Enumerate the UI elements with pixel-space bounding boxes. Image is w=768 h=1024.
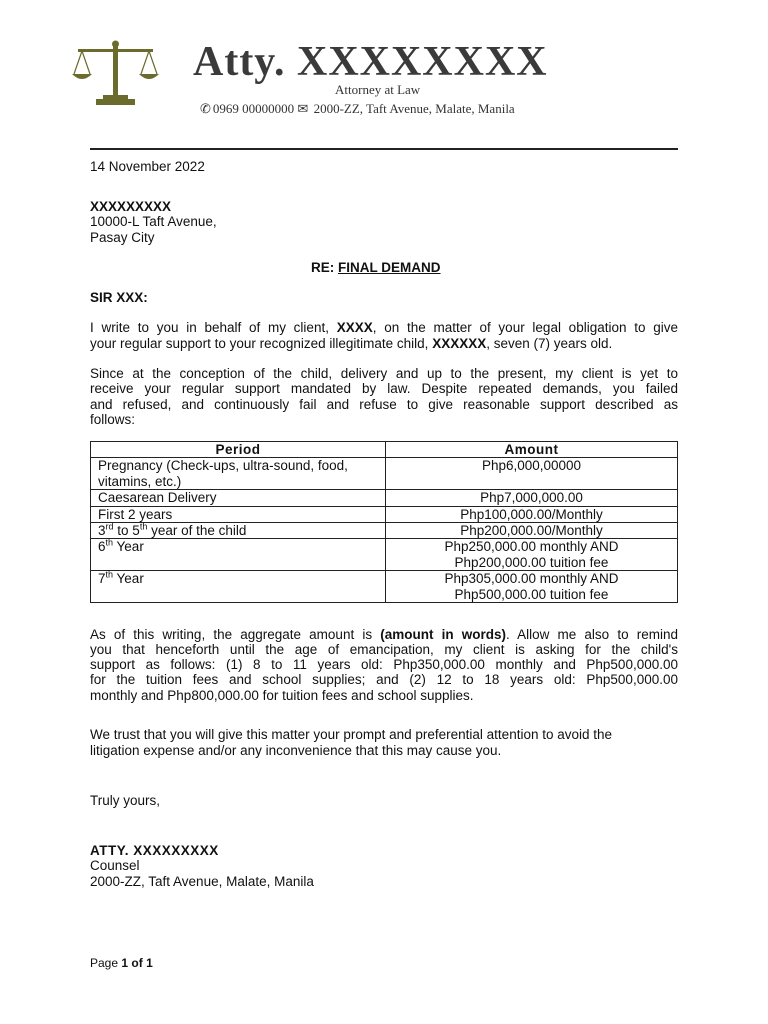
- recipient-address-line2: Pasay City: [90, 230, 155, 245]
- subject-text: FINAL DEMAND: [338, 260, 441, 275]
- text-run: year of the child: [147, 523, 247, 539]
- paragraph-2-line-4: follows:: [90, 412, 136, 427]
- phone-number: 0969 00000000: [212, 101, 295, 116]
- text-run: Php500,000.00 tuition fee: [454, 586, 609, 602]
- phone-icon: ✆: [200, 101, 211, 116]
- page-label: Page: [90, 956, 119, 970]
- text-run: , on the matter of your legal obligation to give: [372, 320, 678, 335]
- paragraph-2-line-1: Since at the conception of the child, delivery and up to the present, my client is yet to: [90, 366, 678, 381]
- attorney-subtitle: Attorney at Law: [335, 82, 421, 97]
- period-cell: Pregnancy (Check-ups, ultra-sound, food, vitamins, etc.): [91, 458, 386, 490]
- period-cell: First 2 years: [91, 506, 386, 522]
- subject-line: [311, 260, 441, 276]
- text-run: to 5: [113, 523, 140, 539]
- table-row: [91, 506, 678, 522]
- paragraph-3-line-4: for the tuition fees and school supplies; and (2) 12 to 18 years old: Php500,000.00: [90, 672, 678, 687]
- letter-date: 14 November 2022: [90, 159, 205, 174]
- column-header-period: Period: [91, 442, 386, 458]
- amount-cell: [386, 539, 678, 571]
- contact-line: [200, 101, 515, 117]
- support-table: [90, 441, 678, 603]
- ordinal-suffix: th: [105, 537, 114, 548]
- table-row: [91, 571, 678, 603]
- office-address: 2000-ZZ, Taft Avenue, Malate, Manila: [313, 101, 515, 116]
- paragraph-3-line-1: [90, 627, 678, 643]
- text-run: Year: [113, 539, 144, 555]
- amount-in-words: (amount in words): [380, 627, 506, 642]
- text-run: Php200,000.00 tuition fee: [454, 554, 609, 570]
- text-run: 3: [98, 523, 106, 539]
- amount-cell: Php100,000.00/Monthly: [386, 506, 678, 522]
- child-name: XXXXXX: [432, 336, 487, 351]
- period-cell: [91, 539, 386, 571]
- amount-cell: Php6,000,00000: [386, 458, 678, 490]
- paragraph-3-line-3: support as follows: (1) 8 to 11 years old: Php350,000.00 monthly and Php500,000.00: [90, 657, 678, 672]
- paragraph-4-line-2: litigation expense and/or any inconvenience that this may cause you.: [90, 743, 502, 758]
- signatory-name: ATTY. XXXXXXXXX: [90, 843, 219, 858]
- paragraph-3-line-2: you that henceforth until the age of emancipation, my client is asking for the child's: [90, 642, 678, 657]
- table-row: [91, 490, 678, 506]
- of-label: of: [131, 956, 143, 970]
- text-run: Year: [113, 571, 144, 587]
- table-header-row: [91, 442, 678, 458]
- current-page: 1: [121, 956, 129, 970]
- scales-of-justice-icon: [70, 40, 160, 108]
- paragraph-2-line-2: receive your regular support mandated by law. Despite repeated demands, you failed: [90, 381, 678, 396]
- period-cell: Caesarean Delivery: [91, 490, 386, 506]
- amount-cell: Php200,000.00/Monthly: [386, 523, 678, 539]
- total-pages: 1: [146, 956, 153, 970]
- amount-cell: [386, 571, 678, 603]
- signatory-address: 2000-ZZ, Taft Avenue, Malate, Manila: [90, 874, 314, 889]
- envelope-icon: ✉: [297, 101, 309, 116]
- text-run: 6: [98, 539, 106, 555]
- table-row: [91, 539, 678, 571]
- text-run: As of this writing, the aggregate amount is: [90, 627, 373, 642]
- subject-label: RE:: [311, 260, 335, 275]
- text-run: , seven (7) years old.: [486, 336, 613, 351]
- period-cell: [91, 571, 386, 603]
- recipient-name: XXXXXXXXX: [90, 199, 172, 214]
- header-divider: [90, 148, 678, 150]
- paragraph-1-line-2: [90, 336, 678, 352]
- text-run: Php305,000.00 monthly AND: [444, 571, 619, 587]
- text-run: 7: [98, 571, 106, 587]
- column-header-amount: Amount: [386, 442, 678, 458]
- ordinal-suffix: th: [105, 569, 114, 580]
- table-row: [91, 523, 678, 539]
- text-run: your regular support to your recognized illegitimate child,: [90, 336, 429, 351]
- text-run: I write to you in behalf of my client,: [90, 320, 329, 335]
- page-number: [90, 956, 153, 970]
- paragraph-2-line-3: and refused, and continuously fail and refuse to give reasonable support described as: [90, 397, 678, 412]
- signatory-title: Counsel: [90, 858, 140, 873]
- recipient-address-line1: 10000-L Taft Avenue,: [90, 214, 217, 229]
- paragraph-1-line-1: [90, 320, 678, 336]
- paragraph-3-line-5: monthly and Php800,000.00 for tuition fees and school supplies.: [90, 688, 474, 703]
- text-run: . Allow me also to remind: [506, 627, 678, 642]
- table-row: [91, 458, 678, 490]
- salutation: SIR XXX:: [90, 290, 148, 305]
- text-run: Php250,000.00 monthly AND: [444, 539, 619, 555]
- ordinal-suffix: th: [139, 521, 148, 532]
- ordinal-suffix: rd: [105, 521, 114, 532]
- period-cell: [91, 523, 386, 539]
- paragraph-4-line-1: We trust that you will give this matter your prompt and preferential attention to avoid the: [90, 727, 613, 742]
- attorney-name: Atty. XXXXXXXX: [193, 39, 548, 85]
- client-name: XXXX: [336, 320, 373, 335]
- closing: Truly yours,: [90, 793, 161, 808]
- amount-cell: Php7,000,000.00: [386, 490, 678, 506]
